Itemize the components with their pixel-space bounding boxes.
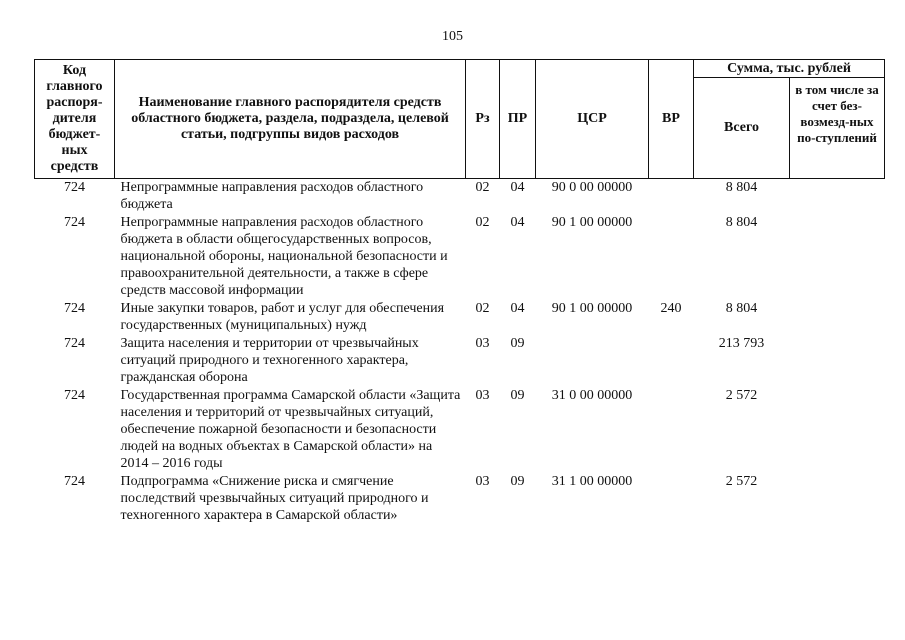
cell-total: 8 804 xyxy=(725,215,758,230)
cell-vr xyxy=(649,473,694,525)
cell-pr: 09 xyxy=(510,474,525,489)
cell-rz: 03 xyxy=(475,474,490,489)
cell-name: Защита населения и территории от чрезвычайных ситуаций природного и техногенного характера, гражданская оборона xyxy=(120,336,419,385)
cell-csr xyxy=(536,335,649,387)
header-free: в том числе за счет без-возмезд-ных по-ступлений xyxy=(790,78,885,179)
cell-free xyxy=(790,335,885,387)
table-row xyxy=(35,179,885,215)
cell-free xyxy=(790,214,885,300)
cell-csr: 90 1 00 00000 xyxy=(551,301,633,316)
cell-code: 724 xyxy=(64,301,85,316)
cell-free xyxy=(790,179,885,215)
budget-table xyxy=(34,59,885,525)
header-vr: ВР xyxy=(649,60,694,179)
cell-name: Иные закупки товаров, работ и услуг для обеспечения государственных (муниципальных) нужд xyxy=(120,301,445,333)
table-row xyxy=(35,387,885,473)
cell-total: 213 793 xyxy=(718,336,765,351)
cell-name: Подпрограмма «Снижение риска и смягчение последствий чрезвычайных ситуаций природного и техногенного характера в Самарской области» xyxy=(120,474,429,523)
cell-csr: 90 0 00 00000 xyxy=(551,180,633,195)
header-pr: ПР xyxy=(500,60,536,179)
cell-name: Государственная программа Самарской области «Защита населения и территорий от чрезвычайных ситуаций, обеспечение пожарной безопасности и безопасности людей на водных объектах в Самарской области» на 2014 – 2016 годы xyxy=(120,388,461,471)
cell-pr: 04 xyxy=(510,215,525,230)
cell-code: 724 xyxy=(64,388,85,403)
cell-total: 8 804 xyxy=(725,180,758,195)
cell-pr: 09 xyxy=(510,336,525,351)
table-header xyxy=(35,60,885,179)
cell-pr: 04 xyxy=(510,180,525,195)
cell-vr xyxy=(649,387,694,473)
cell-name: Непрограммные направления расходов областного бюджета в области общегосударственных вопросов, национальной обороны, национальной безопасности и правоохранительной деятельности, а также в сфере средств массовой информации xyxy=(120,215,448,298)
table-row xyxy=(35,473,885,525)
cell-rz: 02 xyxy=(475,301,490,316)
header-sum: Сумма, тыс. рублей xyxy=(694,60,885,78)
cell-csr: 31 1 00 00000 xyxy=(551,474,633,489)
cell-free xyxy=(790,473,885,525)
cell-csr: 31 0 00 00000 xyxy=(551,388,633,403)
table-row xyxy=(35,335,885,387)
cell-rz: 02 xyxy=(475,215,490,230)
cell-vr xyxy=(649,214,694,300)
header-code: Код главного распоря-дителя бюджет-ных средств xyxy=(35,60,115,179)
cell-code: 724 xyxy=(64,215,85,230)
cell-rz: 03 xyxy=(475,388,490,403)
cell-total: 2 572 xyxy=(725,474,758,489)
cell-name: Непрограммные направления расходов областного бюджета xyxy=(120,180,424,212)
cell-vr xyxy=(649,179,694,215)
page-number: 105 xyxy=(442,29,463,44)
header-rz: Рз xyxy=(466,60,500,179)
table-row xyxy=(35,300,885,335)
cell-csr: 90 1 00 00000 xyxy=(551,215,633,230)
cell-free xyxy=(790,300,885,335)
table-body xyxy=(35,179,885,526)
cell-pr: 09 xyxy=(510,388,525,403)
cell-vr xyxy=(649,335,694,387)
table-row xyxy=(35,214,885,300)
cell-free xyxy=(790,387,885,473)
cell-total: 2 572 xyxy=(725,388,758,403)
cell-code: 724 xyxy=(64,336,85,351)
cell-rz: 03 xyxy=(475,336,490,351)
cell-code: 724 xyxy=(64,474,85,489)
header-total: Всего xyxy=(694,78,790,179)
cell-code: 724 xyxy=(64,180,85,195)
cell-total: 8 804 xyxy=(725,301,758,316)
cell-pr: 04 xyxy=(510,301,525,316)
cell-rz: 02 xyxy=(475,180,490,195)
header-name: Наименование главного распорядителя средств областного бюджета, раздела, подраздела, целевой статьи, подгруппы видов расходов xyxy=(115,60,466,179)
header-csr: ЦСР xyxy=(536,60,649,179)
cell-vr: 240 xyxy=(660,301,682,316)
